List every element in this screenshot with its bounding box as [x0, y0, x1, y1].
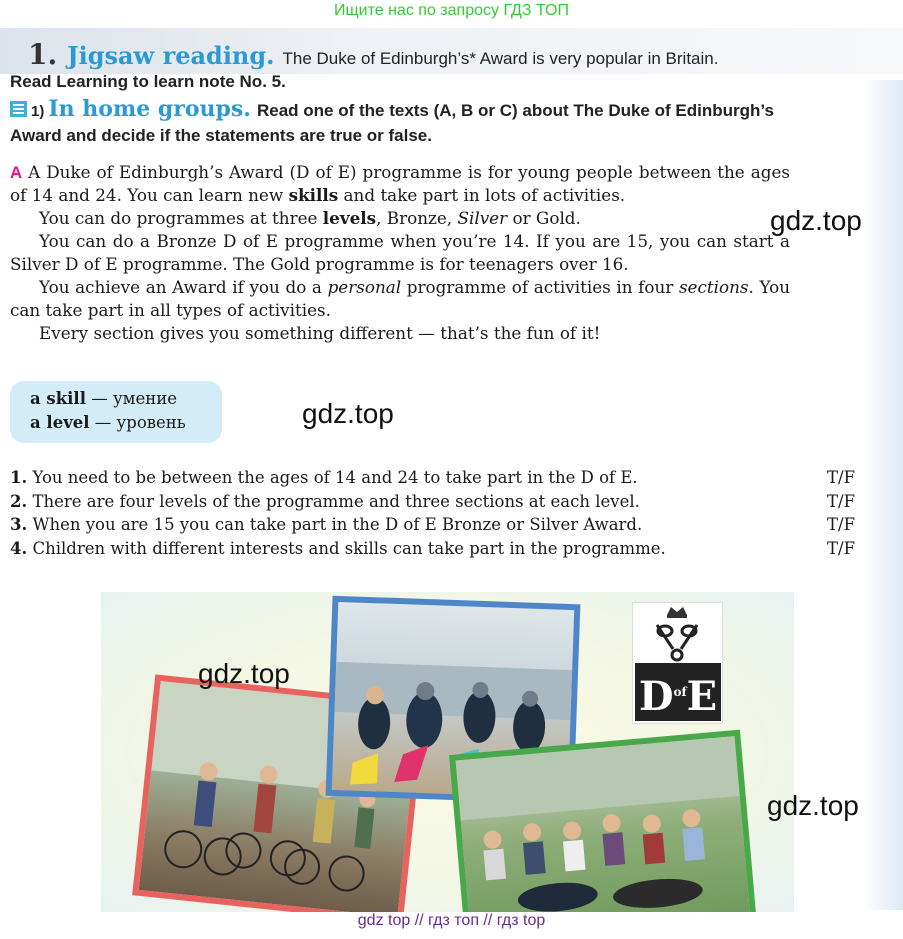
vocab-term: a level [30, 413, 90, 432]
true-false-choice[interactable]: T/F [827, 491, 856, 511]
task-instruction: Read one of the texts (A, B or C) about The Duke of Edinburgh’s Award and decide if the statements are true or false. [10, 101, 774, 145]
text-a-p4-italic-1: personal [327, 277, 402, 297]
logo-letters-of: of [673, 685, 687, 699]
exercise-heading [28, 38, 718, 71]
text-a-p1-post: and take part in lots of activities. [338, 185, 626, 205]
text-a-p1-pre: A Duke of Edinburgh’s Award (D of E) programme is for young people between the ages of 14 and 24. You can learn new [10, 162, 790, 205]
footer-links[interactable]: gdz top // гдз топ // гдз top [357, 912, 546, 929]
statement [10, 466, 870, 490]
text-a-paragraph-1 [10, 161, 790, 207]
logo-letter-d: D [638, 673, 674, 720]
vocab-item [30, 413, 186, 432]
exercise-description: The Duke of Edinburgh’s* Award is very popular in Britain. [282, 49, 719, 68]
statement-number: 1. [10, 468, 28, 487]
statement-text: There are four levels of the programme and three sections at each level. [32, 491, 640, 511]
text-a-p1-bold: skills [288, 185, 339, 205]
statement-text: When you are 15 you can take part in the D of E Bronze or Silver Award. [32, 515, 643, 534]
text-a-p2-italic: Silver [457, 208, 508, 228]
vocab-term: a skill [30, 389, 86, 408]
vocab-item [30, 389, 177, 408]
statement-text: You need to be between the ages of 14 and 24 to take part in the D of E. [32, 468, 638, 487]
true-false-choice[interactable]: T/F [827, 515, 856, 534]
text-a-paragraph-4 [10, 276, 790, 322]
text-a-p2-mid: , Bronze, [376, 208, 458, 228]
statement [10, 490, 870, 514]
logo-letter-e: E [686, 673, 718, 720]
task-1-heading [10, 97, 800, 148]
task-number: 1) [31, 103, 45, 120]
list-icon [10, 101, 27, 117]
vocabulary-box [10, 381, 222, 443]
text-a-p2-bold: levels [322, 208, 377, 228]
statement [10, 513, 870, 537]
learning-note: Read Learning to learn note No. 5. [10, 72, 286, 91]
text-a-p2-pre: You can do programmes at three [39, 208, 323, 228]
group-illustration [456, 736, 751, 912]
text-a-paragraph-5: Every section gives you something different — that’s the fun of it! [39, 323, 601, 343]
text-a-p2-post: or Gold. [507, 208, 581, 228]
photo-collage [101, 592, 794, 912]
text-a [10, 161, 790, 345]
text-a-p4-post: . You can take part in all types of activities. [10, 277, 791, 320]
watermark: gdz.top [198, 658, 290, 689]
statement-number: 2. [10, 491, 28, 511]
group-picnic-photo [449, 730, 757, 912]
exercise-title: Jigsaw reading. [67, 41, 275, 70]
crown-emblem-icon [633, 603, 722, 667]
statement-number: 3. [10, 515, 28, 534]
statement-text: Children with different interests and skills can take part in the programme. [32, 538, 666, 558]
search-banner[interactable]: Ищите нас по запросу ГДЗ ТОП [334, 2, 569, 19]
true-false-choice[interactable]: T/F [827, 538, 856, 558]
vocab-translation: — умение [85, 389, 178, 408]
dofe-logo [632, 602, 723, 724]
watermark: gdz.top [767, 790, 859, 821]
vocab-translation: — уровень [89, 413, 186, 432]
text-a-paragraph-3: You can do a Bronze D of E programme when you’re 14. If you are 15, you can start a Silver D of E programme. The Gold programme is for teenagers over 16. [10, 231, 790, 274]
watermark: gdz.top [302, 398, 394, 429]
text-a-p4-italic-2: sections [678, 277, 749, 297]
task-title: In home groups. [48, 96, 251, 122]
text-a-p4-pre: You achieve an Award if you do a [39, 277, 328, 297]
true-false-choice[interactable]: T/F [827, 468, 856, 487]
exercise-number: 1. [28, 38, 58, 71]
statements-list [10, 466, 870, 560]
watermark: gdz.top [770, 205, 862, 236]
text-a-paragraph-2 [10, 207, 790, 230]
text-a-marker: A [10, 163, 23, 182]
text-a-p4-mid: programme of activities in four [401, 277, 679, 297]
statement [10, 537, 870, 561]
statement-number: 4. [10, 538, 28, 558]
